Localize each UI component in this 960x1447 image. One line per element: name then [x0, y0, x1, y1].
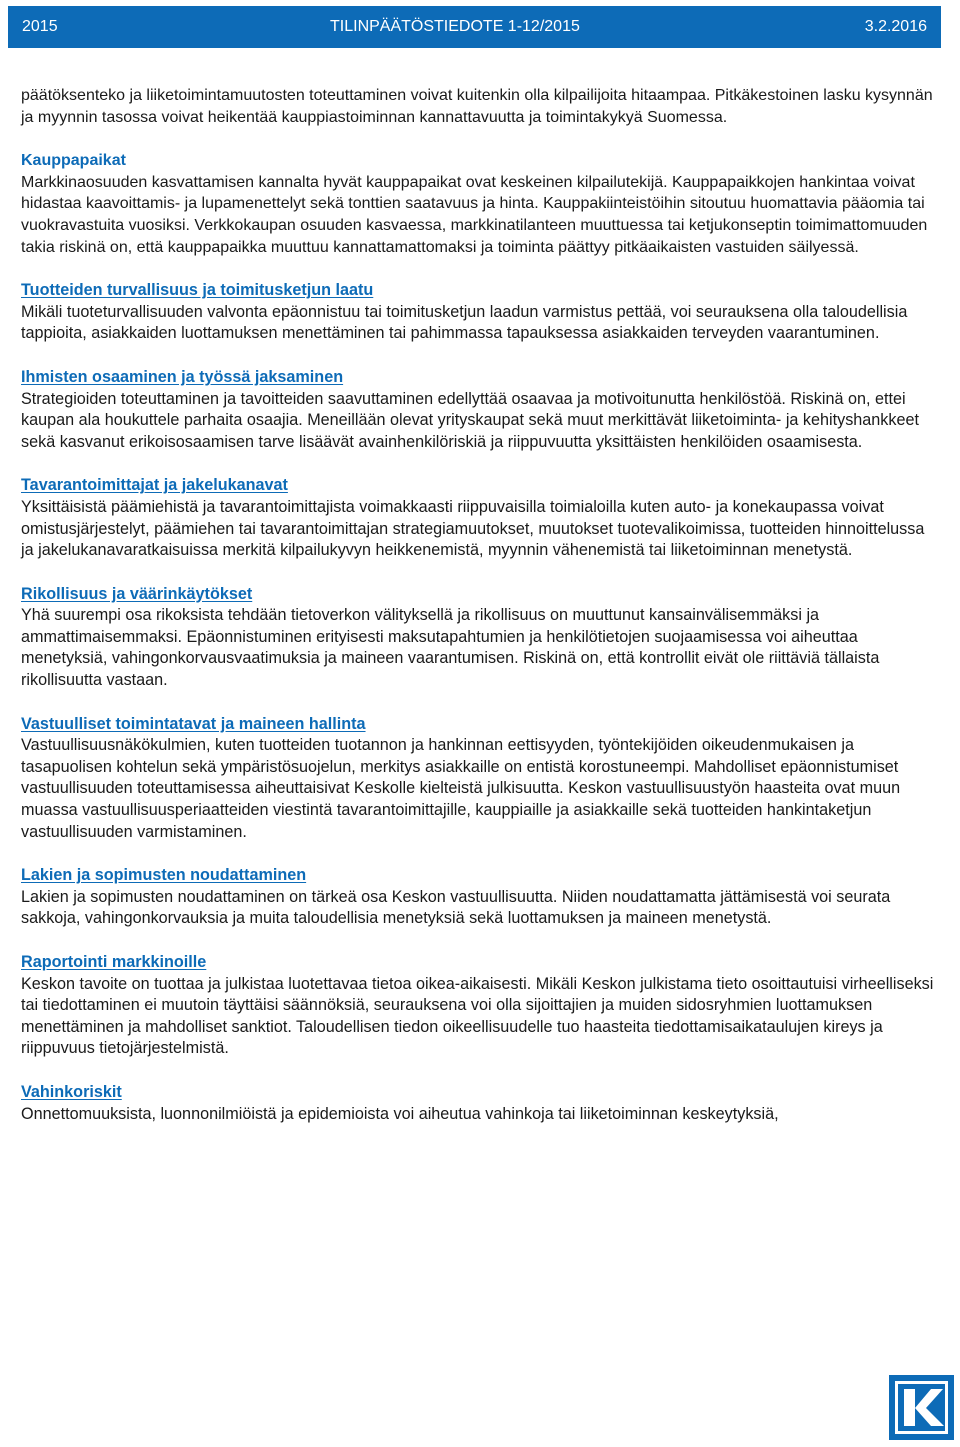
kesko-logo-icon [889, 1375, 954, 1440]
section-body: Onnettomuuksista, luonnonilmiöistä ja epidemioista voi aiheutua vahinkoja tai liiketoiminnan keskeytyksiä, [21, 1104, 779, 1123]
header-date: 3.2.2016 [864, 18, 927, 35]
section-heading: Vastuulliset toimintatavat ja maineen hallinta [21, 714, 366, 733]
section-body: Keskon tavoite on tuottaa ja julkistaa luotettavaa tietoa oikea-aikaisesti. Mikäli Keskon julkistama tieto osoittautuisi virheelliseksi tai tiedottaminen ei muutoin täyttäisi säännöksiä, seurauksena voi olla sijoittajien ja muiden sidosryhmien luottamuksen menettäminen ja mahdolliset sanktiot. Taloudellisen tiedon oikeellisuudelle tuo haasteita tiedottamisaikataulujen kireys ja riippuvuus tietojärjestelmistä. [21, 974, 934, 1058]
intro-paragraph [21, 85, 941, 128]
header-year: 2015 [22, 18, 58, 35]
section-osaaminen [21, 367, 941, 453]
section-heading: Ihmisten osaaminen ja työssä jaksaminen [21, 367, 344, 386]
section-heading: Tuotteiden turvallisuus ja toimitusketjun laatu [21, 281, 374, 300]
section-heading: Rikollisuus ja väärinkäytökset [21, 584, 253, 603]
section-heading: Kauppapaikat [21, 152, 126, 170]
section-lakien-noudattaminen [21, 865, 941, 930]
intro-text: päätöksenteko ja liiketoimintamuutosten toteuttaminen voivat kuitenkin olla kilpailijoita hitaampaa. Pitkäkestoinen lasku kysynnän ja myynnin tasossa voivat heikentää kauppiastoiminnan kannattavuutta ja toimintakykyä Suomessa. [21, 87, 933, 126]
section-body: Yhä suurempi osa rikoksista tehdään tietoverkon välityksellä ja rikollisuus on muuttunut kansainvälisemmäksi ja ammattimaisemmaksi. Epäonnistuminen erityisesti maksutapahtumien ja henkilötietojen suojaamisessa voi aiheuttaa menetyksiä, vahingonkorvausvaatimuksia ja maineen vaarantumisen. Riskinä on, että kontrollit eivät ole riittäviä tällaista rikollisuutta vastaan. [21, 606, 880, 690]
section-heading: Raportointi markkinoille [21, 953, 207, 971]
section-body: Markkinaosuuden kasvattamisen kannalta hyvät kauppapaikat ovat keskeinen kilpailutekijä. Kauppapaikkojen hankintaa voivat hidastaa kaavoittamis- ja lupamenettelyt sekä tonttien saatavuus ja hinta. Kauppakiinteistöihin sitoutuu huomattavia pääomia tai vuokravastuita vuosiksi. Verkkokaupan osuuden kasvaessa, markkinatilanteen muuttuessa tai ketjukonseptin toimimattomuuden takia riskinä on, että kauppapaikka muuttuu kannattamattomaksi ja toiminta päättyy pitkäaikaisten vastuiden säilyessä. [21, 173, 928, 256]
section-body: Yksittäisistä päämiehistä ja tavarantoimittajista voimakkaasti riippuvaisilla toimialoilla kuten auto- ja konekaupassa voivat omistusjärjestelyt, päämiehen tai tavarantoimittajan strategiamuutokset, muutokset tuotevalikoimissa, tuotteiden hinnoittelussa ja jakelukanavaratkaisuissa merkitä kilpailukyvyn heikkenemistä, myynnin vähenemistä tai liiketoiminnan menetystä. [21, 497, 925, 560]
document-body [21, 85, 941, 1147]
section-kauppapaikat [21, 150, 941, 258]
section-heading: Tavarantoimittajat ja jakelukanavat [21, 476, 288, 495]
header-title: TILINPÄÄTÖSTIEDOTE 1-12/2015 [330, 18, 580, 35]
section-tuoteturvallisuus [21, 280, 941, 345]
section-rikollisuus [21, 584, 941, 692]
section-body: Lakien ja sopimusten noudattaminen on tärkeä osa Keskon vastuullisuutta. Niiden noudattamatta jättämisestä voi seurata sakkoja, vahingonkorvauksia ja muita taloudellisia menetyksiä sekä luottamuksen ja maineen menetystä. [21, 887, 891, 928]
section-body: Vastuullisuusnäkökulmien, kuten tuotteiden tuotannon ja hankinnan eettisyyden, työntekijöiden oikeudenmukaisen ja tasapuolisen kohtelun sekä ympäristösuojelun, merkitys asiakkaille on entistä korostuneempi. Mahdolliset epäonnistumiset vastuullisuuden toteuttamisessa aiheuttaisivat Keskolle kielteistä julkisuutta. Keskon vastuullisuustyön haasteita ovat muun muassa vastuullisuusperiaatteiden viestintä tavarantoimittajille, kauppiaille ja asiakkaille sekä tuotteiden hankintaketjun vastuullisuuden varmistaminen. [21, 736, 901, 841]
document-header-bar [8, 6, 941, 48]
section-body: Mikäli tuoteturvallisuuden valvonta epäonnistuu tai toimitusketjun laadun varmistus pettää, voi seurauksena olla taloudellisia tappioita, asiakkaiden luottamuksen menettäminen tai pahimmassa tapauksessa asiakkaiden terveyden vaarantuminen. [21, 302, 908, 343]
section-heading: Vahinkoriskit [21, 1082, 122, 1101]
section-vastuullisuus [21, 714, 941, 844]
section-vahinkoriskit [21, 1082, 941, 1125]
section-raportointi [21, 952, 941, 1060]
section-heading: Lakien ja sopimusten noudattaminen [21, 866, 307, 885]
section-body: Strategioiden toteuttaminen ja tavoitteiden saavuttaminen edellyttää osaavaa ja motivoitunutta henkilöstöä. Riskinä on, ettei kaupan ala houkuttele parhaita osaajia. Meneillään olevat yrityskaupat sekä muut merkittävät liiketoiminta- ja kehityshankkeet sekä kasvanut erikoisosaamisen tarve lisäävät avainhenkilöriskiä ja riippuvuutta yksittäisten henkilöiden osaamisesta. [21, 389, 919, 451]
section-tavarantoimittajat [21, 475, 941, 561]
